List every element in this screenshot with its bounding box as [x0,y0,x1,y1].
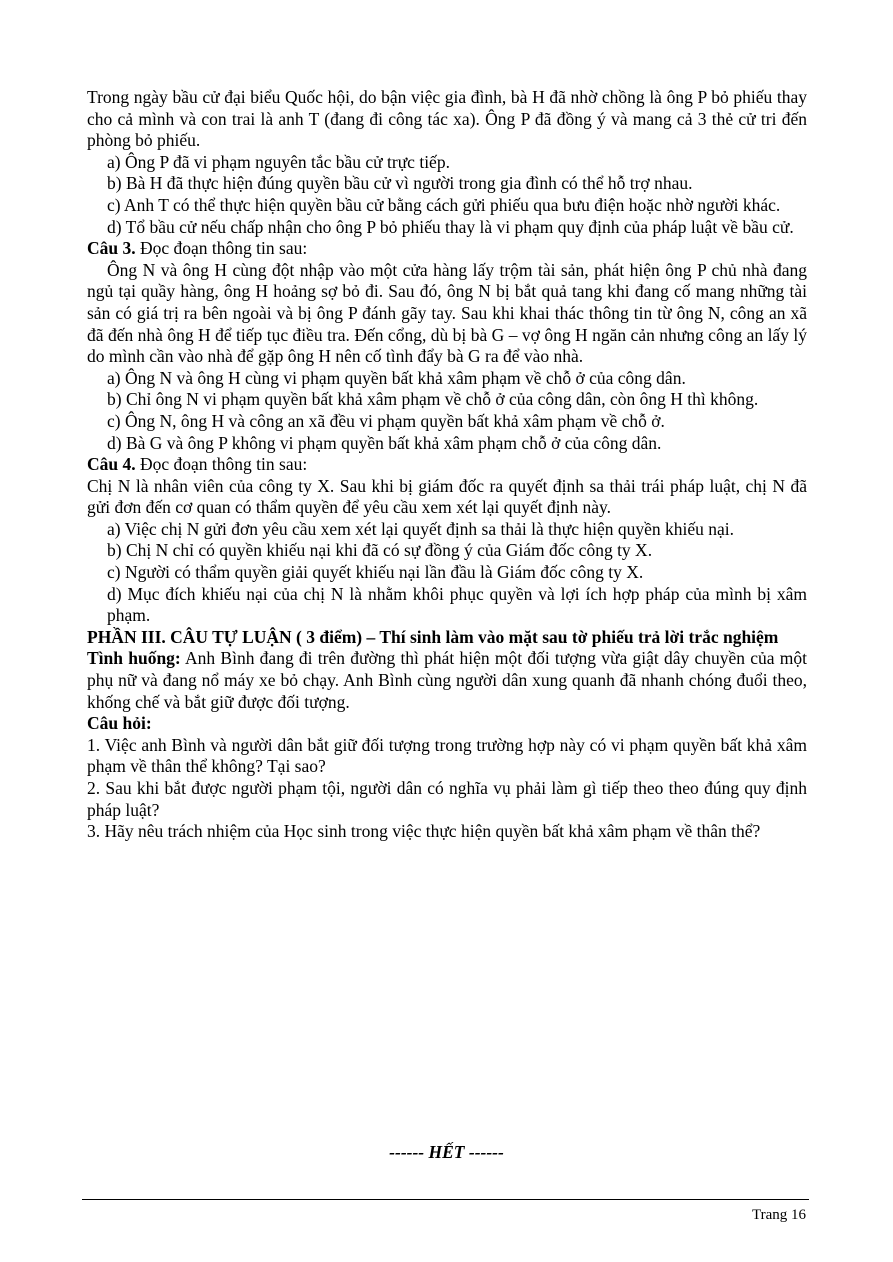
page-content [87,87,807,843]
cau2-option-c: c) Anh T có thể thực hiện quyền bầu cử bằng cách gửi phiếu qua bưu điện hoặc nhờ người khác. [107,194,781,215]
essay-question-2: 2. Sau khi bắt được người phạm tội, người dân có nghĩa vụ phải làm gì tiếp theo theo đúng quy định pháp luật? [87,778,807,820]
cau3-passage: Ông N và ông H cùng đột nhập vào một cửa hàng lấy trộm tài sản, phát hiện ông P chủ nhà đang ngủ tại quầy hàng, ông H hoảng sợ bỏ đi. Sau đó, ông N bị bắt quả tang khi đang cố mang những tài sản có giá trị ra bên ngoài và bị ông P đánh gãy tay. Sau khi khai thác thông tin từ ông N, công an xã đã đến nhà ông H để tiếp tục điều tra. Đến cổng, dù bị bà G – vợ ông H ngăn cản nhưng công an lấy lý do mình cần vào nhà để gặp ông H nên cố tình đẩy bà G ra để vào nhà. [87,259,807,367]
end-mark: ------ HẾT ------ [389,1142,504,1162]
essay-question-1: 1. Việc anh Bình và người dân bắt giữ đối tượng trong trường hợp này có vi phạm quyền bất khả xâm phạm về thân thể không? Tại sao? [87,734,807,777]
cau3-label: Câu 3. [87,238,136,259]
cau2-option-d: d) Tổ bầu cử nếu chấp nhận cho ông P bỏ phiếu thay là vi phạm quy định của pháp luật về bầu cử. [107,216,794,237]
cau4-option-b: b) Chị N chỉ có quyền khiếu nại khi đã có sự đồng ý của Giám đốc công ty X. [107,540,653,561]
phan3-heading: PHẦN III. CÂU TỰ LUẬN ( 3 điểm) – Thí sinh làm vào mặt sau tờ phiếu trả lời trắc nghiệm [87,626,779,647]
cau4-option-a: a) Việc chị N gửi đơn yêu cầu xem xét lại quyết định sa thải là thực hiện quyền khiếu nại. [107,518,735,539]
cau2-passage: Trong ngày bầu cử đại biểu Quốc hội, do bận việc gia đình, bà H đã nhờ chồng là ông P bỏ phiếu thay cho cả mình và con trai là anh T (đang đi công tác xa). Ông P đã đồng ý và mang cả 3 thẻ cử tri đến phòng bỏ phiếu. [87,87,807,151]
page-number: Trang 16 [751,1207,806,1223]
cau4-passage: Chị N là nhân viên của công ty X. Sau khi bị giám đốc ra quyết định sa thải trái pháp luật, chị N đã gửi đơn đến cơ quan có thẩm quyền để yêu cầu xem xét lại quyết định này. [87,475,807,518]
cau3-prompt: Đọc đoạn thông tin sau: [135,238,308,259]
situation-label: Tình huống: [87,648,181,669]
cau3-option-b: b) Chỉ ông N vi phạm quyền bất khả xâm phạm về chỗ ở của công dân, còn ông H thì không. [107,389,759,410]
cau3-option-c: c) Ông N, ông H và công an xã đều vi phạm quyền bất khả xâm phạm về chỗ ở. [107,410,665,431]
situation-text: Anh Bình đang đi trên đường thì phát hiện một đối tượng vừa giật dây chuyền của một phụ nữ và đang nổ máy xe bỏ chạy. Anh Bình cùng người dân xung quanh đã nhanh chóng đuổi theo, khống chế và bắt giữ được đối tượng. [87,648,807,712]
cau3-header [87,238,807,260]
footer-divider [82,1199,809,1200]
cau3-option-a: a) Ông N và ông H cùng vi phạm quyền bất khả xâm phạm về chỗ ở của công dân. [107,367,686,388]
essay-question-3: 3. Hãy nêu trách nhiệm của Học sinh trong việc thực hiện quyền bất khả xâm phạm về thân thể? [87,821,761,842]
situation-paragraph [87,648,807,713]
questions-label: Câu hỏi: [87,713,152,734]
cau4-prompt: Đọc đoạn thông tin sau: [135,454,308,475]
cau2-option-b: b) Bà H đã thực hiện đúng quyền bầu cử vì người trong gia đình có thể hỗ trợ nhau. [107,173,693,194]
cau4-option-c: c) Người có thẩm quyền giải quyết khiếu nại lần đầu là Giám đốc công ty X. [107,562,644,583]
cau4-option-d: d) Mục đích khiếu nại của chị N là nhằm khôi phục quyền và lợi ích hợp pháp của mình bị xâm phạm. [107,583,807,626]
cau4-header [87,454,807,476]
cau2-option-a: a) Ông P đã vi phạm nguyên tắc bầu cử trực tiếp. [107,151,450,172]
cau3-option-d: d) Bà G và ông P không vi phạm quyền bất khả xâm phạm chỗ ở của công dân. [107,432,662,453]
cau4-label: Câu 4. [87,454,136,475]
